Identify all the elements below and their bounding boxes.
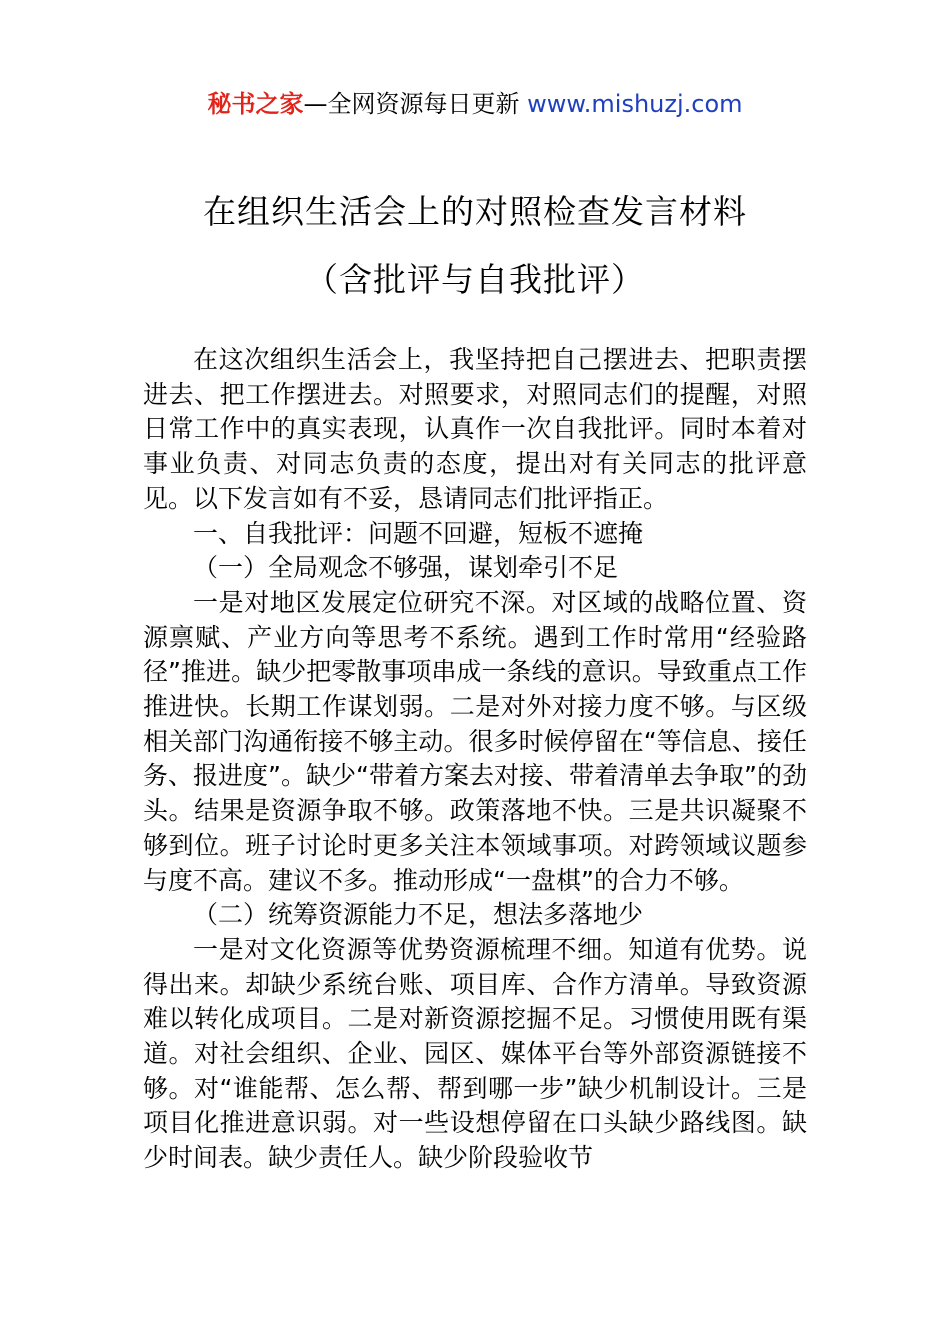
intro-paragraph: 在这次组织生活会上，我坚持把自己摆进去、把职责摆进去、把工作摆进去。对照要求，对照同志们的提醒，对照日常工作中的真实表现，认真作一次自我批评。同时本着对事业负责、对同志负责的态度，提出对有关同志的批评意见。以下发言如有不妥，恳请同志们批评指正。 [143,345,807,513]
document-body [143,343,807,1176]
section-heading-1: 一、自我批评：问题不回避，短板不遮掩 [193,518,644,548]
subsection-heading-1: （一）全局观念不够强，谋划牵引不足 [193,553,619,583]
site-header [0,86,950,122]
document-subtitle: （含批评与自我批评） [305,260,645,299]
body-paragraph: 一是对文化资源等优势资源梳理不细。知道有优势。说得出来。却缺少系统台账、项目库、合作方清单。导致资源难以转化成项目。二是对新资源挖掘不足。习惯使用既有渠道。对社会组织、企业、园区、媒体平台等外部资源链接不够。对“谁能帮、怎么帮、帮到哪一步”缺少机制设计。三是项目化推进意识弱。对一些设想停留在口头缺少路线图。缺少时间表。缺少责任人。缺少阶段验收节 [143,934,807,1173]
body-paragraph: 一是对地区发展定位研究不深。对区域的战略位置、资源禀赋、产业方向等思考不系统。遇到工作时常用“经验路径”推进。缺少把零散事项串成一条线的意识。导致重点工作推进快。长期工作谋划弱。二是对外对接力度不够。与区级相关部门沟通衔接不够主动。很多时候停留在“等信息、接任务、报进度”。缺少“带着方案去对接、带着清单去争取”的劲头。结果是资源争取不够。政策落地不快。三是共识凝聚不够到位。班子讨论时更多关注本领域事项。对跨领域议题参与度不高。建议不多。推动形成“一盘棋”的合力不够。 [143,587,807,895]
subsection-heading-2: （二）统筹资源能力不足，想法多落地少 [193,900,644,930]
site-brand: 秘书之家 [207,90,304,118]
site-url-link[interactable]: www.mishuzj.com [527,90,743,118]
site-tagline: —全网资源每日更新 [303,90,528,118]
document-title: 在组织生活会上的对照检查发言材料 [203,192,747,231]
